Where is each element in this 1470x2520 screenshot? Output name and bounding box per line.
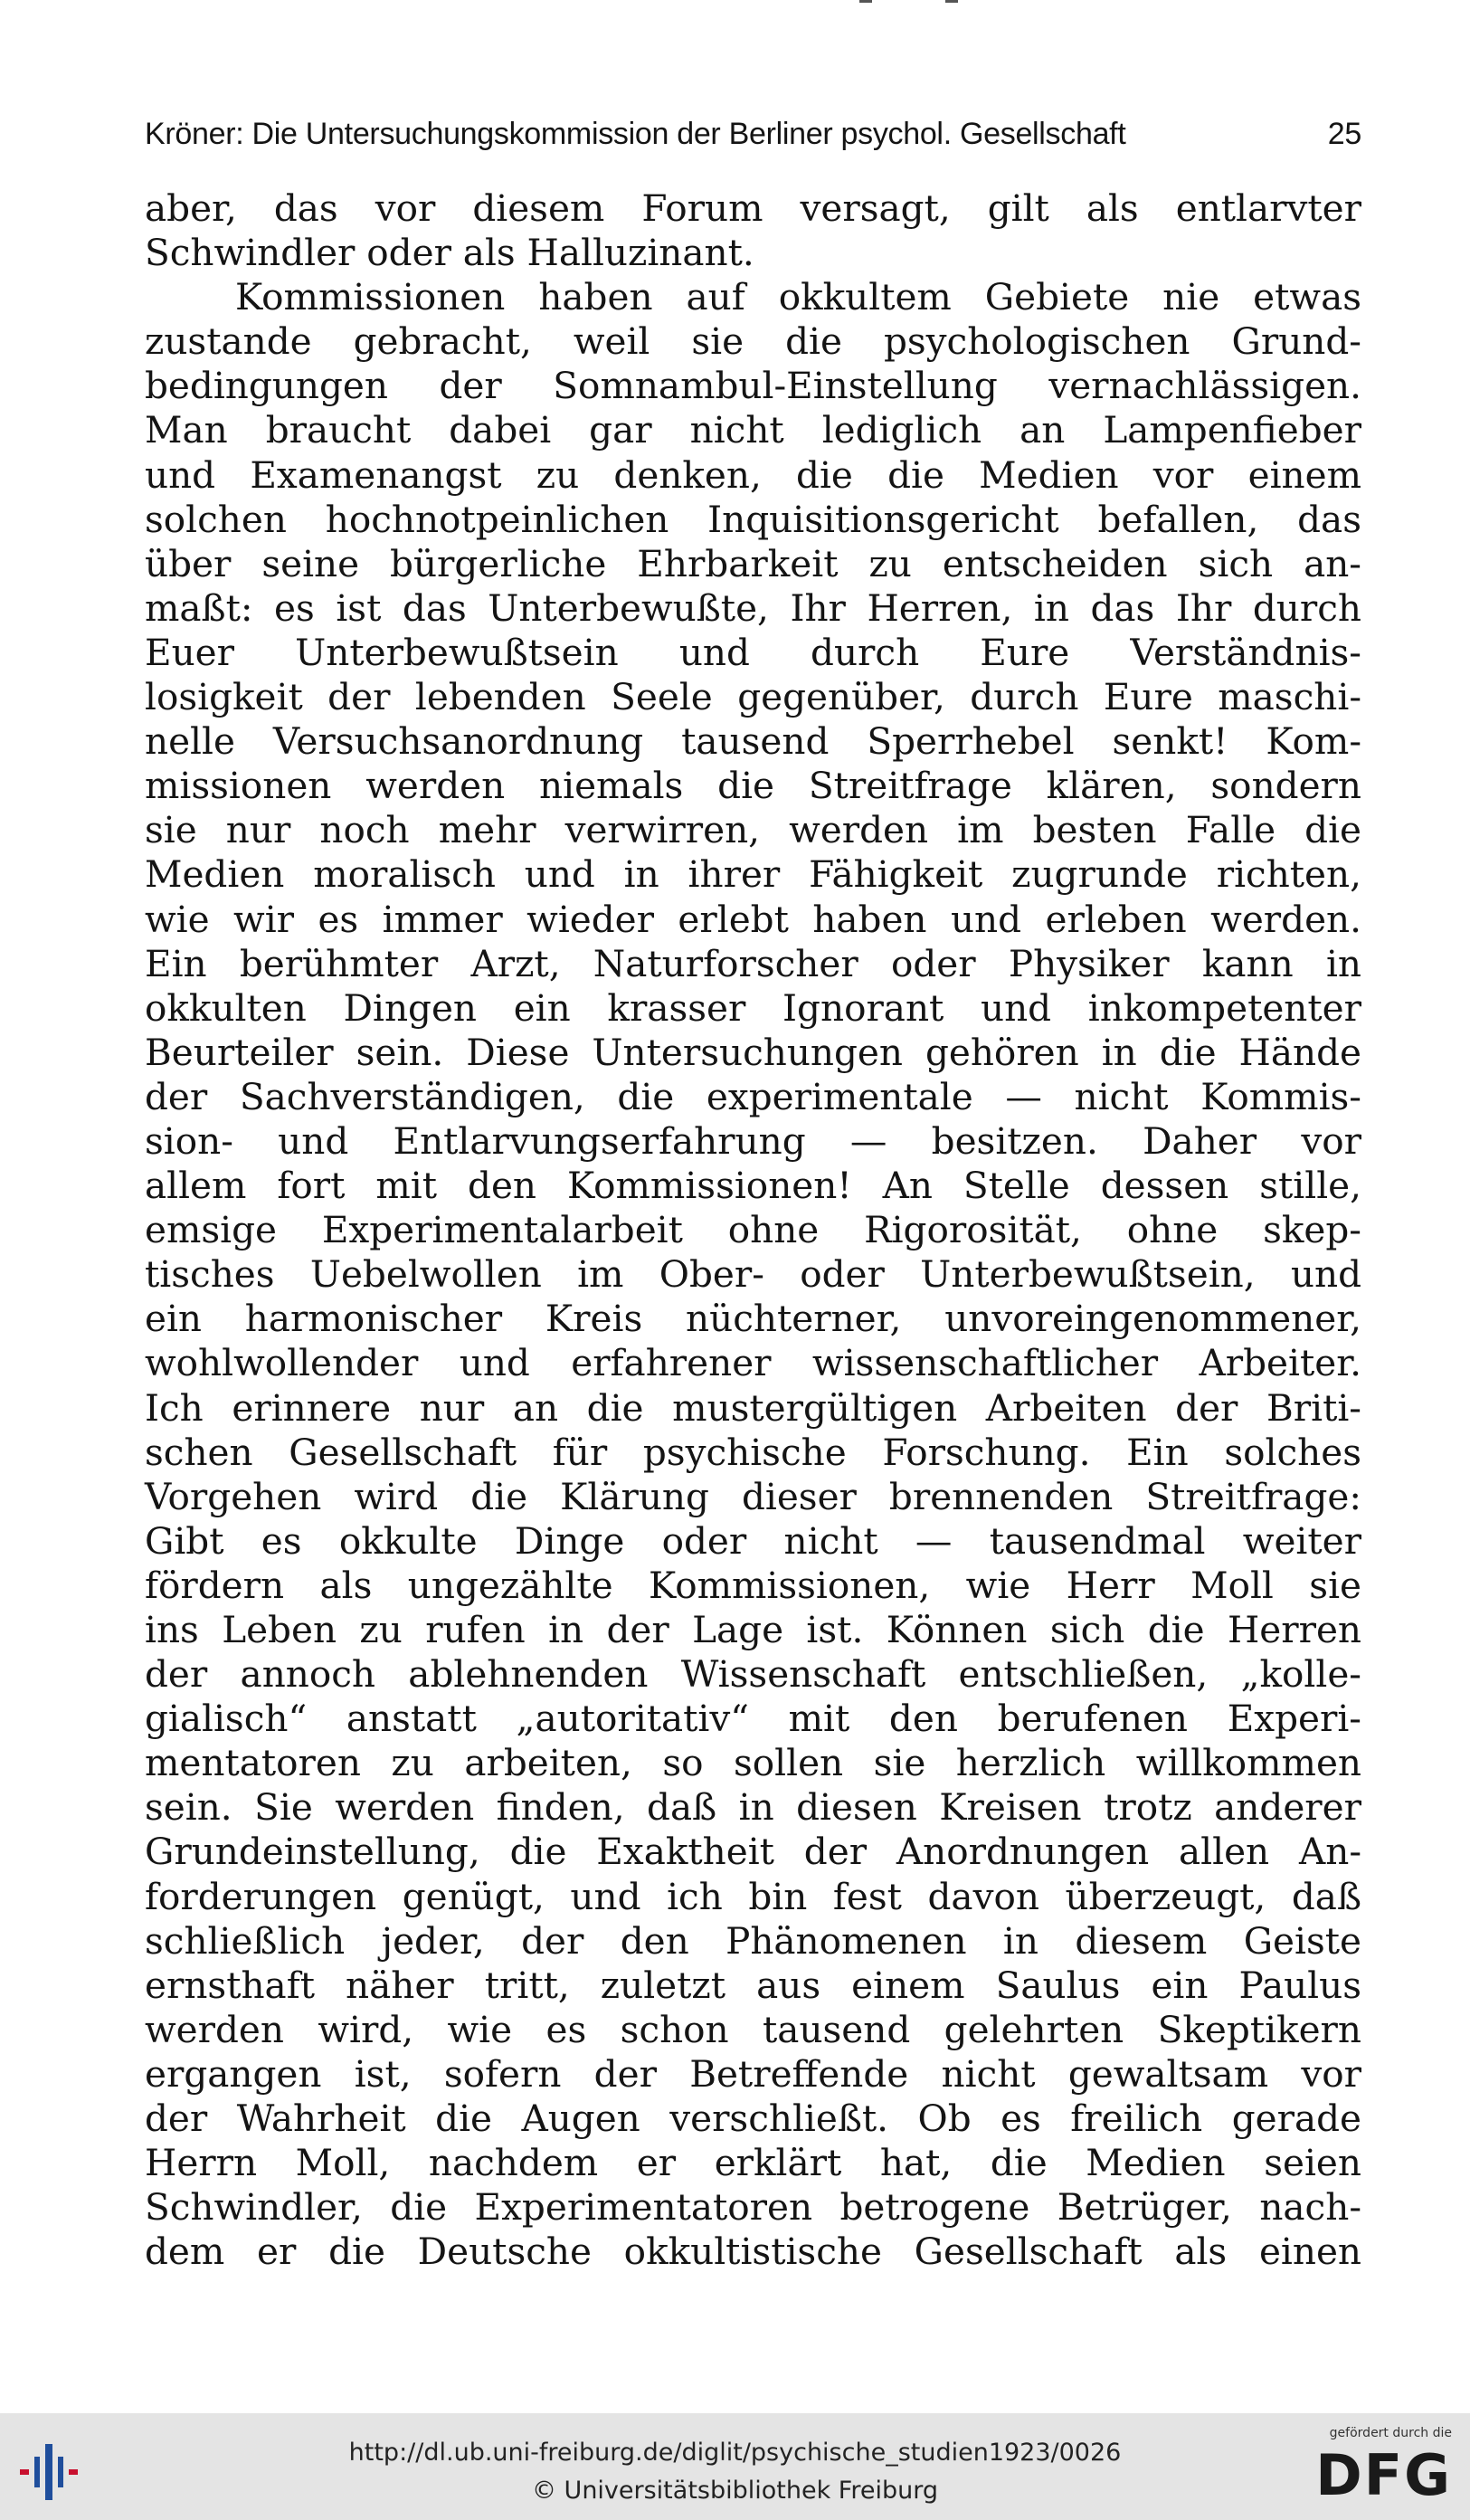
text-line: fördern als ungezählte Kommissionen, wie Herr Moll sie (145, 1563, 1361, 1607)
text-line: sie nur noch mehr verwirren, werden im besten Falle die (145, 808, 1361, 852)
viewer-footer (0, 2413, 1470, 2520)
text-line: ein harmonischer Kreis nüchterner, unvoreingenommener, (145, 1297, 1361, 1341)
sponsor-text: gefördert durch die (1329, 2426, 1452, 2440)
text-line: okkulten Dingen ein krasser Ignorant und inkompetenter (145, 985, 1361, 1030)
text-line: wohlwollender und erfahrener wissenschaftlicher Arbeiter. (145, 1341, 1361, 1385)
dfg-sponsor-block (1289, 2426, 1452, 2513)
text-line: ergangen ist, sofern der Betreffende nicht gewaltsam vor (145, 2051, 1361, 2096)
text-line: solchen hochnotpeinlichen Inquisitionsgericht befallen, das (145, 497, 1361, 541)
text-line: schen Gesellschaft für psychische Forschung. Ein solches (145, 1430, 1361, 1474)
text-line: maßt: es ist das Unterbewußte, Ihr Herren, in das Ihr durch (145, 585, 1361, 630)
text-line: Medien moralisch und in ihrer Fähigkeit zugrunde richten, (145, 852, 1361, 897)
text-line: mentatoren zu arbeiten, so sollen sie herzlich willkommen (145, 1741, 1361, 1785)
text-line: dem er die Deutsche okkultistische Gesellschaft als einen (145, 2230, 1361, 2274)
text-line: losigkeit der lebenden Seele gegenüber, durch Eure maschi- (145, 675, 1361, 719)
text-line: Gibt es okkulte Dinge oder nicht — tausendmal weiter (145, 1518, 1361, 1563)
page-number: 25 (1327, 117, 1361, 151)
text-line: schließlich jeder, der den Phänomenen in diesem Geiste (145, 1918, 1361, 1963)
text-line: werden wird, wie es schon tausend gelehrten Skeptikern (145, 2007, 1361, 2051)
text-line: der annoch ablehnenden Wissenschaft entschließen, „kolle- (145, 1652, 1361, 1697)
text-line: zustande gebracht, weil sie die psychologischen Grund- (145, 319, 1361, 364)
text-line: Kommissionen haben auf okkultem Gebiete nie etwas (235, 275, 1361, 319)
text-line: nelle Versuchsanordnung tausend Sperrhebel senkt! Kom- (145, 719, 1361, 764)
top-scan-mark (859, 0, 959, 5)
running-head-title: Kröner: Die Untersuchungskommission der Berliner psychol. Gesellschaft (145, 117, 1126, 151)
permalink-url[interactable]: http://dl.ub.uni-freiburg.de/diglit/psychische_studien1923/0026 (348, 2439, 1122, 2467)
text-line: bedingungen der Somnambul-Einstellung vernachlässigen. (145, 364, 1361, 408)
text-line: Beurteiler sein. Diese Untersuchungen gehören in die Hände (145, 1030, 1361, 1074)
text-line: wie wir es immer wieder erlebt haben und erleben werden. (145, 897, 1361, 941)
text-line: missionen werden niemals die Streitfrage klären, sondern (145, 764, 1361, 808)
text-line: emsige Experimentalarbeit ohne Rigorosität, ohne skep- (145, 1208, 1361, 1252)
text-line: sion- und Entlarvungserfahrung — besitzen. Daher vor (145, 1118, 1361, 1163)
text-line: Man braucht dabei gar nicht lediglich an Lampenfieber (145, 408, 1361, 452)
text-line: Herrn Moll, nachdem er erklärt hat, die Medien seien (145, 2141, 1361, 2185)
text-line: Euer Unterbewußtsein und durch Eure Verständnis- (145, 630, 1361, 674)
text-line: und Examenangst zu denken, die die Medien vor einem (145, 452, 1361, 497)
text-line: Vorgehen wird die Klärung dieser brennenden Streitfrage: (145, 1474, 1361, 1518)
body-text (145, 186, 1361, 2274)
text-line: Ein berühmter Arzt, Naturforscher oder Physiker kann in (145, 941, 1361, 985)
text-line: Grundeinstellung, die Exaktheit der Anordnungen allen An- (145, 1830, 1361, 1874)
text-line: tisches Uebelwollen im Ober- oder Unterbewußtsein, und (145, 1252, 1361, 1297)
dfg-logo: DFG (1315, 2442, 1452, 2508)
text-line: ins Leben zu rufen in der Lage ist. Können sich die Herren (145, 1608, 1361, 1651)
text-line: Schwindler oder als Halluzinant. (145, 231, 754, 275)
text-line: forderungen genügt, und ich bin fest davon überzeugt, daß (145, 1874, 1361, 1918)
text-line: über seine bürgerliche Ehrbarkeit zu entscheiden sich an- (145, 541, 1361, 585)
text-line: allem fort mit den Kommissionen! An Stelle dessen stille, (145, 1164, 1361, 1208)
text-line: Ich erinnere nur an die mustergültigen Arbeiten der Briti- (145, 1385, 1361, 1430)
text-line: aber, das vor diesem Forum versagt, gilt als entlarvter (145, 186, 1361, 230)
text-line: ernsthaft näher tritt, zuletzt aus einem Saulus ein Paulus (145, 1963, 1361, 2007)
text-line: sein. Sie werden finden, daß in diesen Kreisen trotz anderer (145, 1785, 1361, 1830)
copyright-notice: © Universitätsbibliothek Freiburg (531, 2477, 939, 2505)
text-line: der Sachverständigen, die experimentale — nicht Kommis- (145, 1074, 1361, 1118)
text-line: Schwindler, die Experimentatoren betrogene Betrüger, nach- (145, 2185, 1361, 2230)
text-line: gialisch“ anstatt „autoritativ“ mit den berufenen Experi- (145, 1697, 1361, 1741)
text-line: der Wahrheit die Augen verschließt. Ob es freilich gerade (145, 2097, 1361, 2141)
